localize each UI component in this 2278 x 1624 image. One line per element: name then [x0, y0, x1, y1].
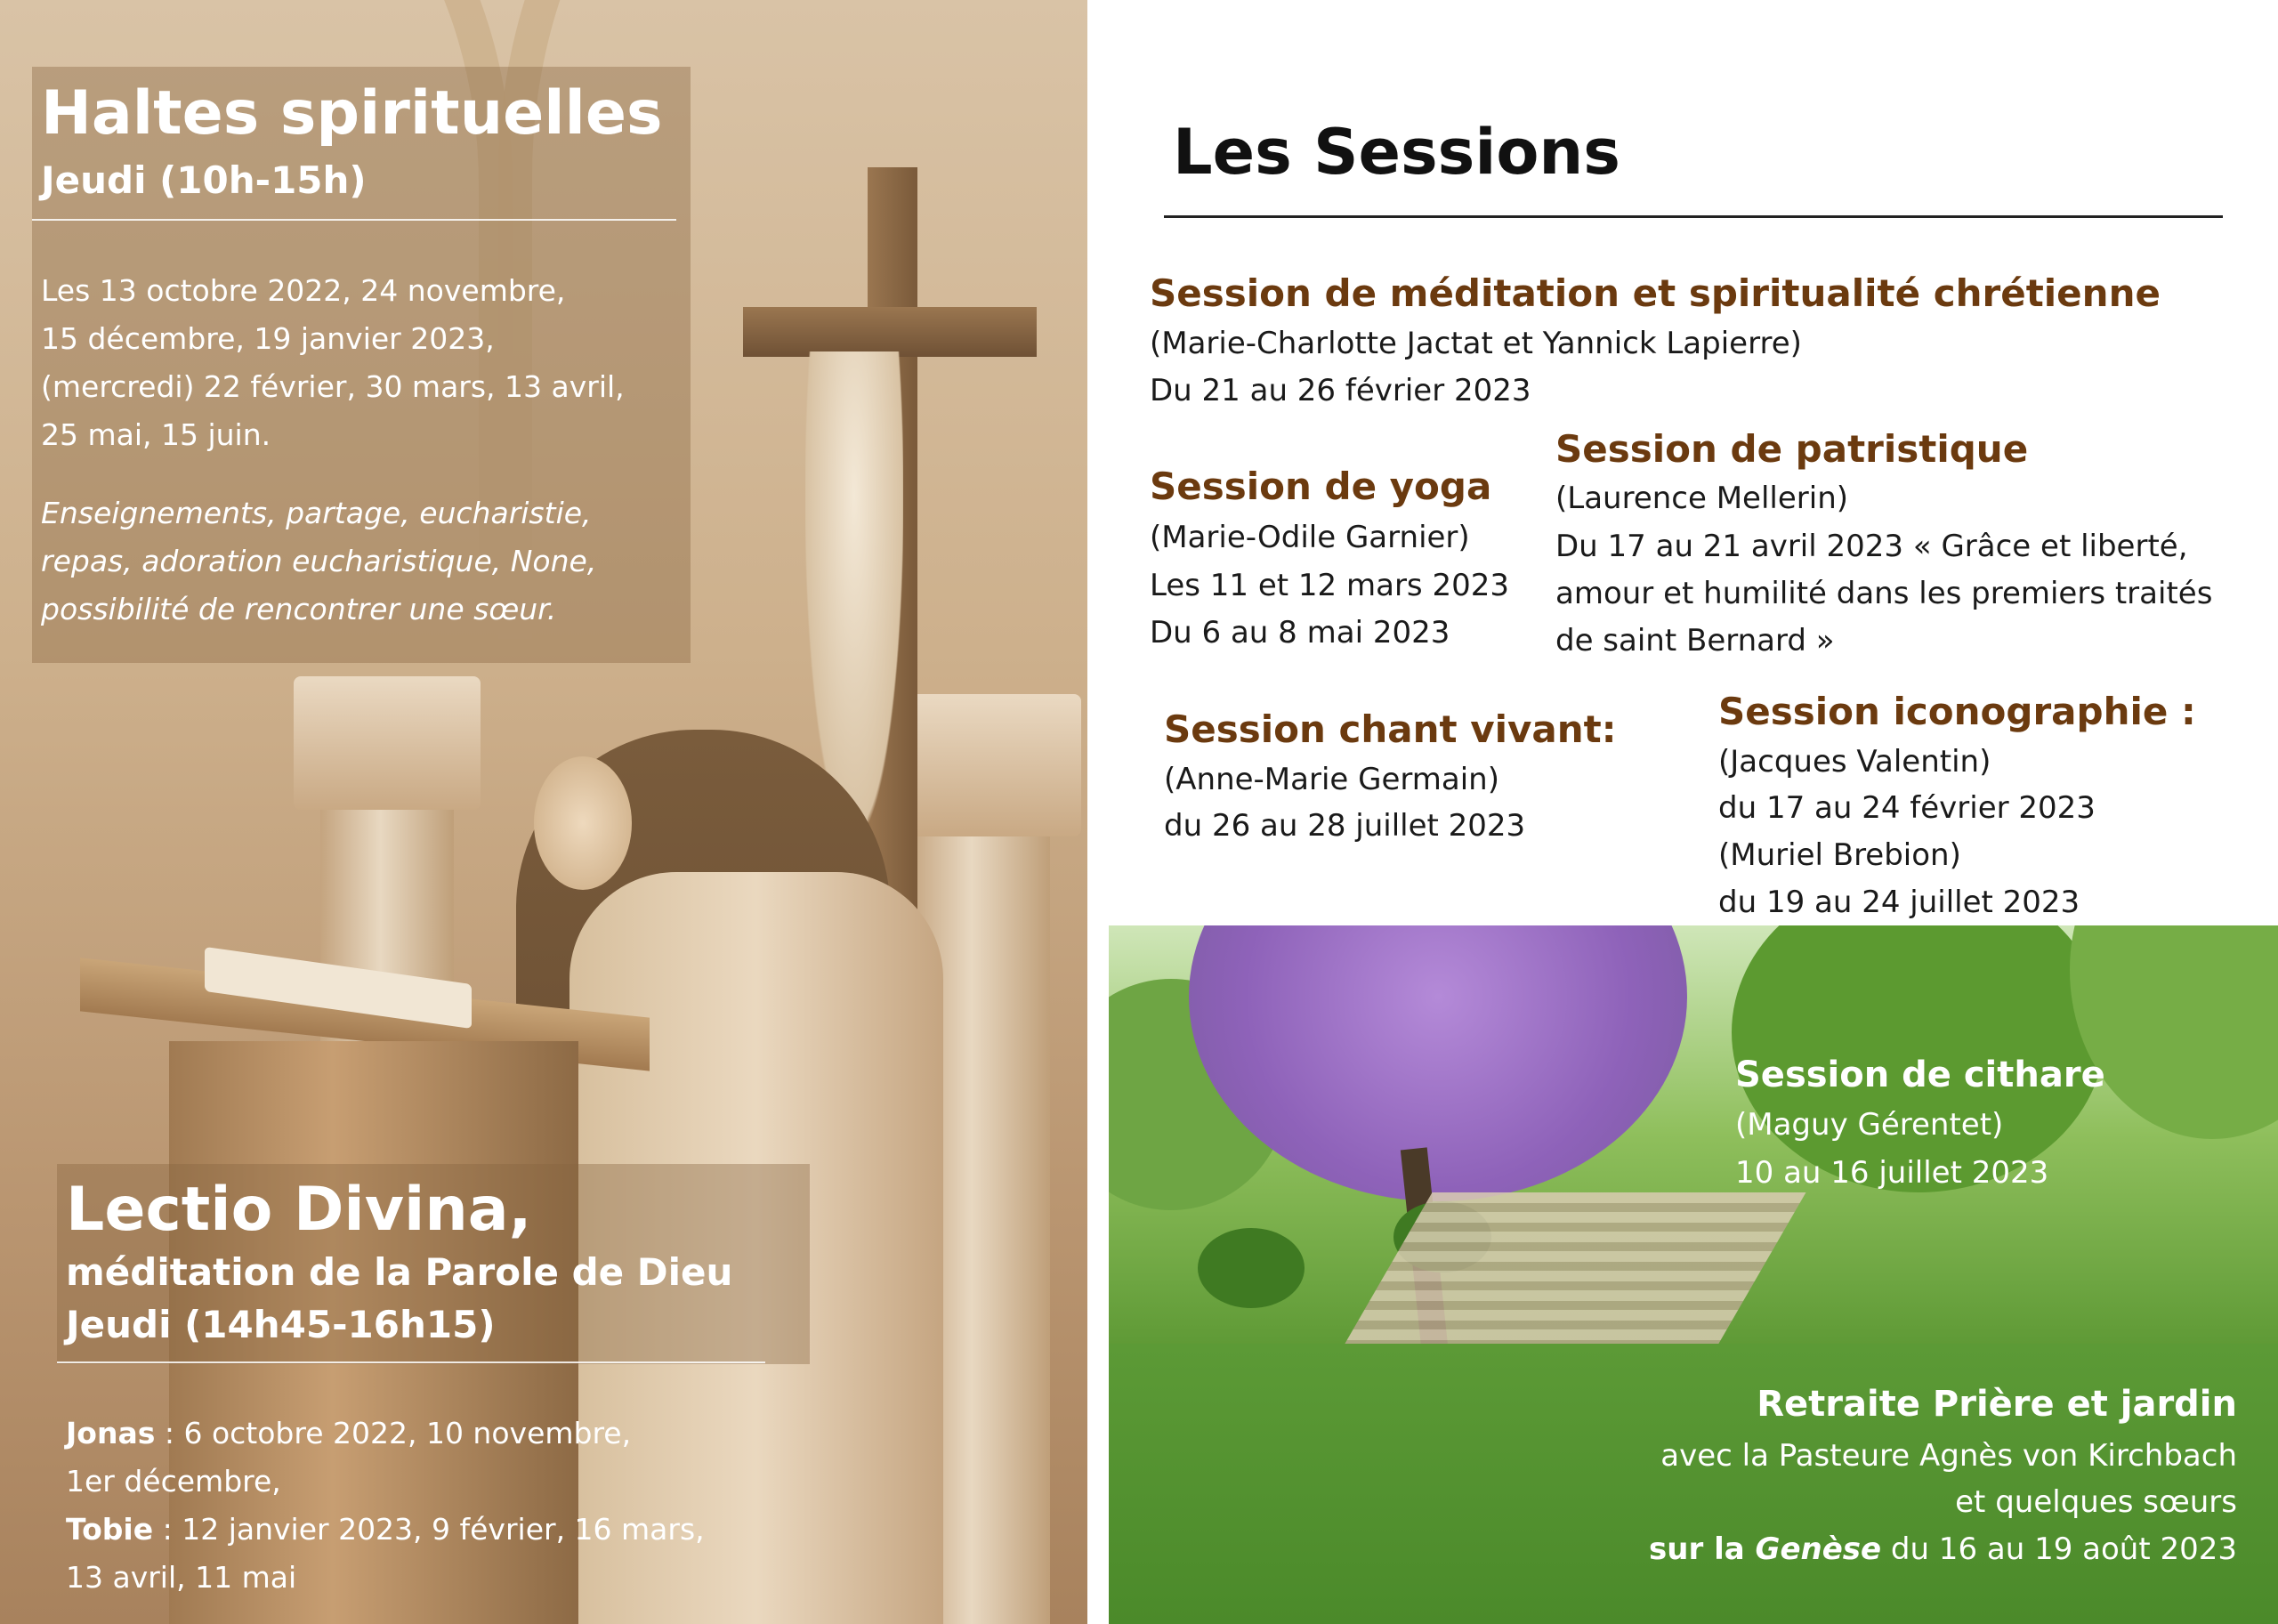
haltes-dates: Les 13 octobre 2022, 24 novembre, 15 décembre, 19 janvier 2023, (mercredi) 22 février, 30 mars, 13 avril, 25 mai, 15 juin. [41, 273, 625, 452]
session-chant-speaker: (Anne-Marie Germain) [1164, 762, 1499, 797]
session-iconographie-speaker1: (Jacques Valentin) [1718, 744, 1991, 780]
cross-beam [743, 307, 1037, 357]
session-cithare-dates: 10 au 16 juillet 2023 [1735, 1155, 2049, 1191]
session-cithare-title: Session de cithare [1735, 1054, 2105, 1095]
divider [57, 1361, 765, 1363]
session-yoga-title: Session de yoga [1150, 465, 1492, 508]
session-yoga-date1: Les 11 et 12 mars 2023 [1150, 568, 1509, 603]
crucifix-figure [805, 351, 903, 832]
session-yoga-speaker: (Marie-Odile Garnier) [1150, 520, 1470, 555]
session-meditation-dates: Du 21 au 26 février 2023 [1150, 373, 1531, 408]
lectio-dates: Jonas : 6 octobre 2022, 10 novembre, 1er décembre, Tobie : 12 janvier 2023, 9 février, 16 mars, 13 avril, 11 mai [66, 1416, 705, 1595]
session-chant-dates: du 26 au 28 juillet 2023 [1164, 808, 1526, 844]
session-jardin-line2: et quelques sœurs [1955, 1484, 2237, 1520]
session-yoga-date2: Du 6 au 8 mai 2023 [1150, 615, 1450, 650]
session-iconographie-dates2: du 19 au 24 juillet 2023 [1718, 885, 2080, 920]
tree-decoration [2070, 925, 2278, 1139]
session-patristique-speaker: (Laurence Mellerin) [1555, 481, 1849, 516]
session-chant-title: Session chant vivant: [1164, 707, 1617, 751]
haltes-description: Enseignements, partage, eucharistie, repas, adoration eucharistique, None, possibilité de rencontrer une sœur. [41, 496, 597, 626]
session-iconographie-dates1: du 17 au 24 février 2023 [1718, 790, 2096, 826]
shrub-decoration [1198, 1228, 1305, 1308]
session-jardin-line1: avec la Pasteure Agnès von Kirchbach [1660, 1438, 2237, 1474]
session-meditation-speakers: (Marie-Charlotte Jactat et Yannick Lapierre) [1150, 326, 1802, 361]
left-panel-photo [0, 0, 1087, 1624]
haltes-subtitle: Jeudi (10h-15h) [41, 158, 367, 202]
divider [32, 219, 676, 221]
session-iconographie-title: Session iconographie : [1718, 690, 2196, 733]
session-jardin-line3: sur la Genèse du 16 au 19 août 2023 [1649, 1531, 2237, 1567]
nun-face [534, 756, 632, 890]
divider [1164, 215, 2223, 218]
right-panel-sessions [1109, 0, 2278, 1624]
session-patristique-title: Session de patristique [1555, 427, 2029, 471]
session-patristique-desc: Du 17 au 21 avril 2023 « Grâce et liberté, amour et humilité dans les premiers traités de saint Bernard » [1555, 529, 2213, 658]
session-meditation-title: Session de méditation et spiritualité chrétienne [1150, 271, 2161, 315]
sessions-title: Les Sessions [1173, 116, 1620, 189]
session-iconographie-speaker2: (Muriel Brebion) [1718, 837, 1961, 873]
session-jardin-title: Retraite Prière et jardin [1757, 1384, 2237, 1425]
lectio-subtitle: méditation de la Parole de Dieu [66, 1250, 733, 1294]
lectio-title: Lectio Divina, [66, 1175, 532, 1245]
haltes-title: Haltes spirituelles [41, 78, 663, 149]
session-cithare-speaker: (Maguy Gérentet) [1735, 1107, 2004, 1143]
capital-decoration [294, 676, 481, 810]
lectio-schedule: Jeudi (14h45-16h15) [66, 1303, 496, 1346]
